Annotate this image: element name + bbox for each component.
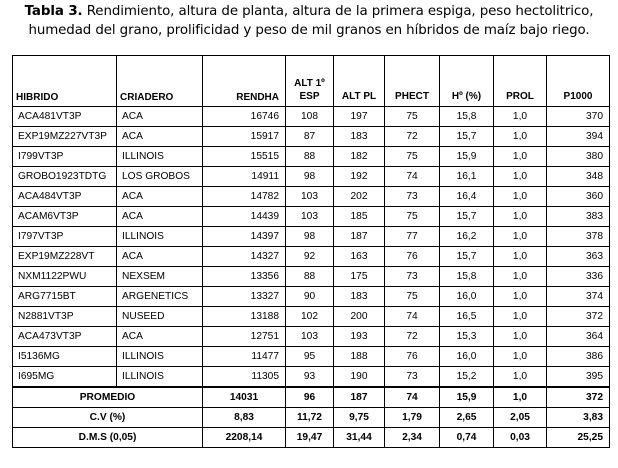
cell-p1000: 383 [547,207,610,227]
cell-rendha: 14327 [203,247,286,267]
summary-cell-alt-pl: 187 [334,387,385,408]
cell-p1000: 386 [547,347,610,367]
caption-label: Tabla 3. [24,4,83,19]
cell-phect: 73 [385,187,440,207]
cell-phect: 75 [385,207,440,227]
cell-phect: 73 [385,267,440,287]
table-row [13,127,610,147]
cell-humedad: 16,0 [440,287,494,307]
table-row [13,207,610,227]
cell-rendha: 15515 [203,147,286,167]
summary-cell-prol: 1,0 [494,387,547,408]
cell-p1000: 374 [547,287,610,307]
cell-rendha: 13188 [203,307,286,327]
cell-alt-esp: 95 [286,347,334,367]
col-header-criadero: CRIADERO [117,56,203,107]
col-header-hibrido: HIBRIDO [13,56,117,107]
cell-prol: 1,0 [494,147,547,167]
cell-p1000: 348 [547,167,610,187]
cell-prol: 1,0 [494,187,547,207]
cell-alt-esp: 108 [286,107,334,127]
cell-alt-esp: 88 [286,267,334,287]
cell-hibrido: ACA484VT3P [13,187,117,207]
cell-prol: 1,0 [494,287,547,307]
col-header-humedad: Hº (%) [440,56,494,107]
cell-alt-esp: 90 [286,287,334,307]
table-row [13,327,610,347]
cell-humedad: 15,7 [440,247,494,267]
cell-criadero: ILLINOIS [117,367,203,388]
cell-humedad: 15,8 [440,107,494,127]
cell-alt-pl: 183 [334,287,385,307]
table-caption [0,3,618,40]
caption-line-1 [0,3,618,22]
cell-prol: 1,0 [494,327,547,347]
cell-prol: 1,0 [494,267,547,287]
cell-rendha: 14911 [203,167,286,187]
cell-phect: 74 [385,307,440,327]
cell-criadero: NEXSEM [117,267,203,287]
cell-humedad: 15,7 [440,127,494,147]
summary-cell-phect: 74 [385,387,440,408]
cell-criadero: LOS GROBOS [117,167,203,187]
cell-hibrido: NXM1122PWU [13,267,117,287]
col-header-phect: PHECT [385,56,440,107]
cell-hibrido: ACA481VT3P [13,107,117,127]
cell-alt-pl: 197 [334,107,385,127]
cell-criadero: ARGENETICS [117,287,203,307]
table-row [13,107,610,127]
summary-cell-humedad: 2,65 [440,408,494,428]
cell-rendha: 15917 [203,127,286,147]
cell-phect: 72 [385,127,440,147]
cell-alt-pl: 190 [334,367,385,388]
summary-cell-prol: 2,05 [494,408,547,428]
cell-alt-esp: 87 [286,127,334,147]
cell-hibrido: EXP19MZ227VT3P [13,127,117,147]
cell-humedad: 16,0 [440,347,494,367]
table-row [13,167,610,187]
summary-cell-rendha: 2208,14 [203,428,286,448]
summary-cell-rendha: 8,83 [203,408,286,428]
cell-phect: 75 [385,107,440,127]
cell-prol: 1,0 [494,227,547,247]
table-row [13,147,610,167]
cell-humedad: 15,7 [440,207,494,227]
cell-phect: 73 [385,367,440,388]
cell-alt-pl: 175 [334,267,385,287]
col-header-p1000: P1000 [547,56,610,107]
summary-cell-p1000: 3,83 [547,408,610,428]
cell-alt-esp: 98 [286,167,334,187]
summary-cell-alt-pl: 31,44 [334,428,385,448]
cell-alt-pl: 187 [334,227,385,247]
cell-alt-pl: 163 [334,247,385,267]
cell-rendha: 14782 [203,187,286,207]
cell-rendha: 11305 [203,367,286,388]
cell-alt-pl: 202 [334,187,385,207]
col-header-prol: PROL [494,56,547,107]
cell-criadero: ACA [117,247,203,267]
table-row [13,347,610,367]
cell-alt-pl: 188 [334,347,385,367]
col-header-rendha: RENDHA [203,56,286,107]
summary-cell-phect: 2,34 [385,428,440,448]
table-body [13,107,610,388]
cell-rendha: 13327 [203,287,286,307]
cell-phect: 75 [385,147,440,167]
cell-criadero: ACA [117,107,203,127]
cell-rendha: 12751 [203,327,286,347]
caption-line-2: humedad del grano, prolificidad y peso de mil granos en híbridos de maíz bajo riego. [28,22,590,38]
summary-row [13,428,610,448]
cell-criadero: ILLINOIS [117,347,203,367]
cell-rendha: 16746 [203,107,286,127]
cell-prol: 1,0 [494,167,547,187]
cell-phect: 74 [385,167,440,187]
cell-humedad: 15,9 [440,147,494,167]
cell-alt-pl: 193 [334,327,385,347]
summary-label: C.V (%) [13,408,203,428]
cell-criadero: ACA [117,207,203,227]
cell-hibrido: I799VT3P [13,147,117,167]
cell-alt-esp: 92 [286,247,334,267]
summary-cell-p1000: 25,25 [547,428,610,448]
table-row [13,247,610,267]
cell-humedad: 15,3 [440,327,494,347]
cell-p1000: 372 [547,307,610,327]
cell-prol: 1,0 [494,367,547,388]
cell-alt-pl: 200 [334,307,385,327]
caption-text-1: Rendimiento, altura de planta, altura de la primera espiga, peso hectolitrico, [86,4,594,19]
cell-humedad: 16,5 [440,307,494,327]
summary-row [13,387,610,408]
cell-prol: 1,0 [494,207,547,227]
cell-alt-pl: 182 [334,147,385,167]
cell-alt-pl: 192 [334,167,385,187]
cell-p1000: 363 [547,247,610,267]
cell-alt-esp: 102 [286,307,334,327]
cell-prol: 1,0 [494,307,547,327]
cell-p1000: 364 [547,327,610,347]
cell-phect: 75 [385,287,440,307]
cell-hibrido: EXP19MZ228VT [13,247,117,267]
cell-phect: 76 [385,347,440,367]
summary-cell-humedad: 15,9 [440,387,494,408]
cell-criadero: NUSEED [117,307,203,327]
cell-alt-esp: 98 [286,227,334,247]
col-header-alt-esp-line1: ALT 1º [294,78,325,89]
table-row [13,227,610,247]
cell-humedad: 16,2 [440,227,494,247]
cell-phect: 77 [385,227,440,247]
cell-alt-esp: 88 [286,147,334,167]
cell-hibrido: I5136MG [13,347,117,367]
cell-criadero: ACA [117,187,203,207]
cell-prol: 1,0 [494,127,547,147]
cell-alt-esp: 103 [286,327,334,347]
cell-hibrido: I695MG [13,367,117,388]
cell-humedad: 16,4 [440,187,494,207]
summary-cell-prol: 0,03 [494,428,547,448]
cell-prol: 1,0 [494,107,547,127]
cell-hibrido: ACA473VT3P [13,327,117,347]
cell-p1000: 395 [547,367,610,388]
cell-humedad: 15,2 [440,367,494,388]
table-row [13,287,610,307]
table-row [13,307,610,327]
cell-hibrido: ACAM6VT3P [13,207,117,227]
header-row [13,56,610,107]
cell-rendha: 14397 [203,227,286,247]
cell-criadero: ACA [117,327,203,347]
table-summary [13,387,610,448]
cell-alt-esp: 93 [286,367,334,388]
cell-phect: 76 [385,247,440,267]
cell-p1000: 360 [547,187,610,207]
cell-hibrido: GROBO1923TDTG [13,167,117,187]
cell-prol: 1,0 [494,247,547,267]
summary-cell-alt-pl: 9,75 [334,408,385,428]
cell-alt-esp: 103 [286,187,334,207]
summary-cell-alt-esp: 96 [286,387,334,408]
cell-prol: 1,0 [494,347,547,367]
cell-alt-esp: 103 [286,207,334,227]
cell-humedad: 15,8 [440,267,494,287]
cell-rendha: 13356 [203,267,286,287]
table-row [13,267,610,287]
cell-p1000: 370 [547,107,610,127]
summary-label: D.M.S (0,05) [13,428,203,448]
cell-hibrido: I797VT3P [13,227,117,247]
cell-rendha: 14439 [203,207,286,227]
data-table [12,55,610,448]
summary-row [13,408,610,428]
cell-rendha: 11477 [203,347,286,367]
summary-cell-p1000: 372 [547,387,610,408]
cell-criadero: ACA [117,127,203,147]
summary-cell-humedad: 0,74 [440,428,494,448]
cell-phect: 72 [385,327,440,347]
cell-p1000: 336 [547,267,610,287]
col-header-alt-pl: ALT PL [334,56,385,107]
cell-p1000: 378 [547,227,610,247]
cell-alt-pl: 185 [334,207,385,227]
summary-cell-phect: 1,79 [385,408,440,428]
cell-hibrido: N2881VT3P [13,307,117,327]
summary-cell-alt-esp: 19,47 [286,428,334,448]
col-header-alt-esp [286,56,334,107]
cell-p1000: 380 [547,147,610,167]
summary-cell-alt-esp: 11,72 [286,408,334,428]
cell-hibrido: ARG7715BT [13,287,117,307]
cell-criadero: ILLINOIS [117,227,203,247]
cell-humedad: 16,1 [440,167,494,187]
table-row [13,367,610,388]
summary-cell-rendha: 14031 [203,387,286,408]
col-header-alt-esp-line2: ESP [299,91,320,102]
cell-alt-pl: 183 [334,127,385,147]
table-row [13,187,610,207]
cell-criadero: ILLINOIS [117,147,203,167]
summary-label: PROMEDIO [13,387,203,408]
cell-p1000: 394 [547,127,610,147]
